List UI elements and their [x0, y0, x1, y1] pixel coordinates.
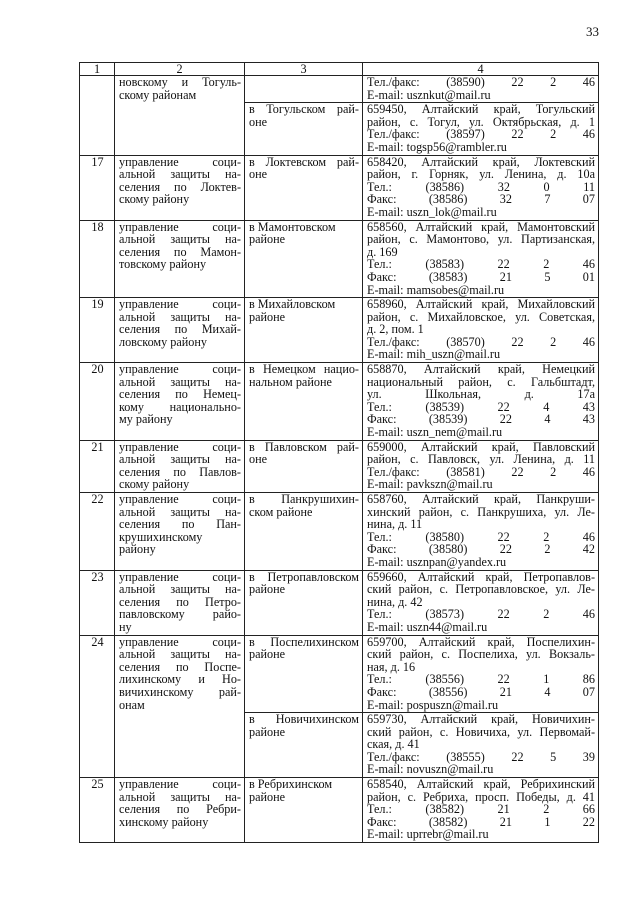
row-number: 17 [80, 155, 115, 220]
address-line: район, с. Михайловское, ул. Советская, [367, 309, 595, 324]
table-row [80, 570, 599, 635]
address-line: Факс: (38582) 21 1 22 [367, 814, 595, 829]
organization-line: лихинскому и Но- [119, 672, 241, 687]
table-row [80, 493, 599, 571]
address-line: район, с. Павловск, ул. Ленина, д. 11 [367, 452, 595, 467]
organization-line: управление соци- [119, 492, 241, 506]
organization-line: селения по Поспе- [119, 659, 241, 674]
table-row [80, 635, 599, 713]
location-cell [245, 440, 363, 492]
organization-cell [115, 155, 245, 220]
address-cell [363, 635, 599, 713]
address-cell [363, 493, 599, 571]
location-line: в Мамонтовском [249, 219, 336, 234]
organization-cell [115, 635, 245, 778]
row-number: 18 [80, 220, 115, 298]
address-line: район, с. Мамонтово, ул. Партизанская, [367, 232, 595, 247]
address-line: 659450, Алтайский край, Тогульский [367, 102, 595, 117]
organization-cell [115, 493, 245, 571]
column-header: 2 [115, 63, 245, 76]
location-line: районе [249, 647, 286, 662]
organization-line: онам [119, 697, 145, 712]
address-cell [363, 363, 599, 441]
location-line: районе [249, 309, 286, 324]
address-cell [363, 298, 599, 363]
organization-line: управление соци- [119, 569, 241, 584]
address-line: д. 169 [367, 244, 398, 259]
organization-line: селения по Михай- [119, 322, 241, 337]
organization-line: управление соци- [119, 219, 241, 234]
address-line: Факс: (38556) 21 4 07 [367, 684, 595, 699]
organization-line: альной защиты на- [119, 232, 241, 247]
location-cell [245, 298, 363, 363]
address-line: 658540, Алтайский край, Ребрихинский [367, 777, 595, 792]
address-line: 658960, Алтайский край, Михайловский [367, 297, 595, 312]
address-line: ский район, с. Новичиха, ул. Первомай- [367, 724, 595, 739]
address-line: E-mail: uszn_nem@mail.ru [367, 425, 503, 440]
address-line: 658420, Алтайский край, Локтевский [367, 154, 595, 169]
address-line: Тел.: (38580) 22 2 46 [367, 529, 595, 544]
table-row [80, 778, 599, 843]
organization-line: вичихинскому рай- [119, 684, 241, 699]
address-line: Тел./факс: (38555) 22 5 39 [367, 749, 595, 764]
address-line: Тел.: (38583) 22 2 46 [367, 257, 595, 272]
row-number: 25 [80, 778, 115, 843]
location-cell [245, 778, 363, 843]
address-line: Факс: (38586) 32 7 07 [367, 192, 595, 207]
address-line: Тел./факс: (38570) 22 2 46 [367, 334, 595, 349]
location-cell [245, 155, 363, 220]
organization-cell [115, 220, 245, 298]
address-line: Тел.: (38586) 32 0 11 [367, 179, 595, 194]
organization-line: селения по Ребри- [119, 802, 241, 817]
address-line: 658870, Алтайский край, Немецкий [367, 362, 595, 377]
address-cell [363, 155, 599, 220]
location-line: в Михайловском [249, 297, 336, 312]
organization-cell [115, 778, 245, 843]
organization-line: крушихинскому [119, 529, 203, 544]
social-protection-offices-table [79, 62, 599, 843]
organization-line: селения по Мамон- [119, 244, 241, 259]
row-number: 22 [80, 493, 115, 571]
address-line: район, с. Ребриха, просп. Победы, д. 41 [367, 789, 595, 804]
location-line: районе [249, 582, 286, 597]
organization-line: управление соци- [119, 777, 241, 792]
row-number: 21 [80, 440, 115, 492]
address-line: 659730, Алтайский край, Новичихин- [367, 712, 595, 727]
location-line: в Поспелихинском [249, 634, 359, 649]
address-cell [363, 103, 599, 155]
address-line: ная, д. 16 [367, 659, 416, 674]
organization-line: кому национально- [119, 399, 241, 414]
address-line: E-mail: togsp56@rambler.ru [367, 139, 507, 154]
address-line: ская, д. 41 [367, 737, 420, 752]
address-line: национальный район, с. Гальбштадт, [367, 374, 595, 389]
table-row [80, 155, 599, 220]
location-line: оне [249, 167, 268, 182]
location-cell [245, 76, 363, 103]
column-header: 1 [80, 63, 115, 76]
location-line: в Локтевском рай- [249, 154, 359, 169]
location-cell [245, 570, 363, 635]
address-line: Тел./факс: (38590) 22 2 46 [367, 75, 595, 89]
location-line: оне [249, 452, 268, 467]
address-cell [363, 440, 599, 492]
organization-line: управление соци- [119, 439, 241, 454]
address-line: E-mail: uszn_lok@mail.ru [367, 204, 497, 219]
address-line: Тел.: (38582) 21 2 66 [367, 802, 595, 817]
address-line: Тел./факс: (38597) 22 2 46 [367, 127, 595, 142]
location-line: в Петропавловском [249, 569, 359, 584]
organization-line: товскому району [119, 257, 207, 272]
organization-line: управление соци- [119, 634, 241, 649]
address-line: E-mail: pospuszn@mail.ru [367, 697, 499, 712]
location-cell [245, 713, 363, 778]
location-cell [245, 635, 363, 713]
organization-line: альной защиты на- [119, 452, 241, 467]
organization-line: новскому и Тогуль- [119, 75, 241, 89]
table-row [80, 363, 599, 441]
address-line: район, с. Тогул, ул. Октябрьская, д. 1 [367, 114, 595, 129]
address-line: Тел./факс: (38581) 22 2 46 [367, 464, 595, 479]
organization-line: хинскому району [119, 814, 209, 829]
address-line: нина, д. 11 [367, 517, 423, 532]
address-line: 659000, Алтайский край, Павловский [367, 439, 595, 454]
organization-cell [115, 440, 245, 492]
address-line: E-mail: uszn44@mail.ru [367, 619, 488, 634]
location-cell [245, 363, 363, 441]
organization-line: управление соци- [119, 154, 241, 169]
location-line: ском районе [249, 504, 313, 519]
address-cell [363, 713, 599, 778]
address-line: хинский район, с. Панкрушиха, ул. Ле- [367, 504, 595, 519]
address-cell [363, 778, 599, 843]
organization-line: ну [119, 619, 132, 634]
location-line: районе [249, 789, 286, 804]
address-line: Факс: (38583) 21 5 01 [367, 269, 595, 284]
table-row [80, 76, 599, 103]
address-line: район, г. Горняк, ул. Ленина, д. 10а [367, 167, 595, 182]
organization-line: скому району [119, 192, 190, 207]
address-line: E-mail: usznkut@mail.ru [367, 87, 491, 102]
address-line: 658760, Алтайский край, Панкруши- [367, 492, 595, 506]
address-line: Факс: (38539) 22 4 43 [367, 412, 595, 427]
organization-cell [115, 570, 245, 635]
organization-line: скому районам [119, 87, 197, 102]
location-line: в Новичихинском [249, 712, 359, 727]
location-line: оне [249, 114, 268, 129]
address-line: Тел.: (38573) 22 2 46 [367, 607, 595, 622]
organization-cell [115, 363, 245, 441]
table-header-row [80, 63, 599, 76]
row-number: 20 [80, 363, 115, 441]
organization-line: альной защиты на- [119, 374, 241, 389]
organization-line: управление соци- [119, 362, 241, 377]
address-line: E-mail: mih_uszn@mail.ru [367, 347, 501, 362]
address-cell [363, 220, 599, 298]
organization-line: скому району [119, 477, 190, 492]
organization-line: селения по Немец- [119, 387, 241, 402]
address-line: E-mail: mamsobes@mail.ru [367, 282, 505, 297]
table-row [80, 440, 599, 492]
address-line: д. 2, пом. 1 [367, 322, 424, 337]
organization-line: альной защиты на- [119, 582, 241, 597]
organization-line: альной защиты на- [119, 647, 241, 662]
organization-line: му району [119, 412, 173, 427]
location-cell [245, 493, 363, 571]
address-line: E-mail: pavkszn@mail.ru [367, 477, 493, 492]
organization-line: управление соци- [119, 297, 241, 312]
organization-line: альной защиты на- [119, 504, 241, 519]
location-line: в Панкрушихин- [249, 492, 359, 506]
row-number: 19 [80, 298, 115, 363]
organization-line: селения по Павлов- [119, 464, 241, 479]
table-row [80, 298, 599, 363]
address-line: 658560, Алтайский край, Мамонтовский [367, 219, 595, 234]
organization-line: району [119, 542, 156, 557]
row-number [80, 76, 115, 156]
location-line: в Тогульском рай- [249, 102, 359, 117]
organization-cell [115, 298, 245, 363]
location-line: районе [249, 232, 286, 247]
address-line: E-mail: uprrebr@mail.ru [367, 827, 489, 842]
location-line: в Павловском рай- [249, 439, 359, 454]
organization-line: селения по Петро- [119, 594, 241, 609]
address-line: 659660, Алтайский край, Петропавлов- [367, 569, 595, 584]
address-line: 659700, Алтайский край, Поспелихин- [367, 634, 595, 649]
location-line: нальном районе [249, 374, 332, 389]
address-line: E-mail: novuszn@mail.ru [367, 762, 494, 777]
organization-line: селения по Локтев- [119, 179, 241, 194]
address-cell [363, 76, 599, 103]
address-line: ул. Школьная, д. 17а [367, 387, 595, 402]
row-number: 23 [80, 570, 115, 635]
column-header: 3 [245, 63, 363, 76]
address-line: E-mail: usznpan@yandex.ru [367, 554, 507, 569]
organization-cell [115, 76, 245, 156]
location-line: в Ребрихинском [249, 777, 333, 792]
organization-line: альной защиты на- [119, 309, 241, 324]
address-line: Факс: (38580) 22 2 42 [367, 542, 595, 557]
page-number: 33 [586, 24, 599, 39]
location-cell [245, 220, 363, 298]
location-line: районе [249, 724, 286, 739]
column-header: 4 [363, 63, 599, 76]
address-cell [363, 570, 599, 635]
address-line: ский район, с. Петропавловское, ул. Ле- [367, 582, 595, 597]
organization-line: павловскому райо- [119, 607, 241, 622]
address-line: Тел.: (38539) 22 4 43 [367, 399, 595, 414]
organization-line: альной защиты на- [119, 789, 241, 804]
organization-line: селения по Пан- [119, 517, 241, 532]
table-row [80, 220, 599, 298]
organization-line: ловскому району [119, 334, 208, 349]
location-line: в Немецком нацио- [249, 362, 359, 377]
organization-line: альной защиты на- [119, 167, 241, 182]
address-line: ский район, с. Поспелиха, ул. Вокзаль- [367, 647, 595, 662]
address-line: Тел.: (38556) 22 1 86 [367, 672, 595, 687]
location-cell [245, 103, 363, 155]
address-line: нина, д. 42 [367, 594, 423, 609]
row-number: 24 [80, 635, 115, 778]
